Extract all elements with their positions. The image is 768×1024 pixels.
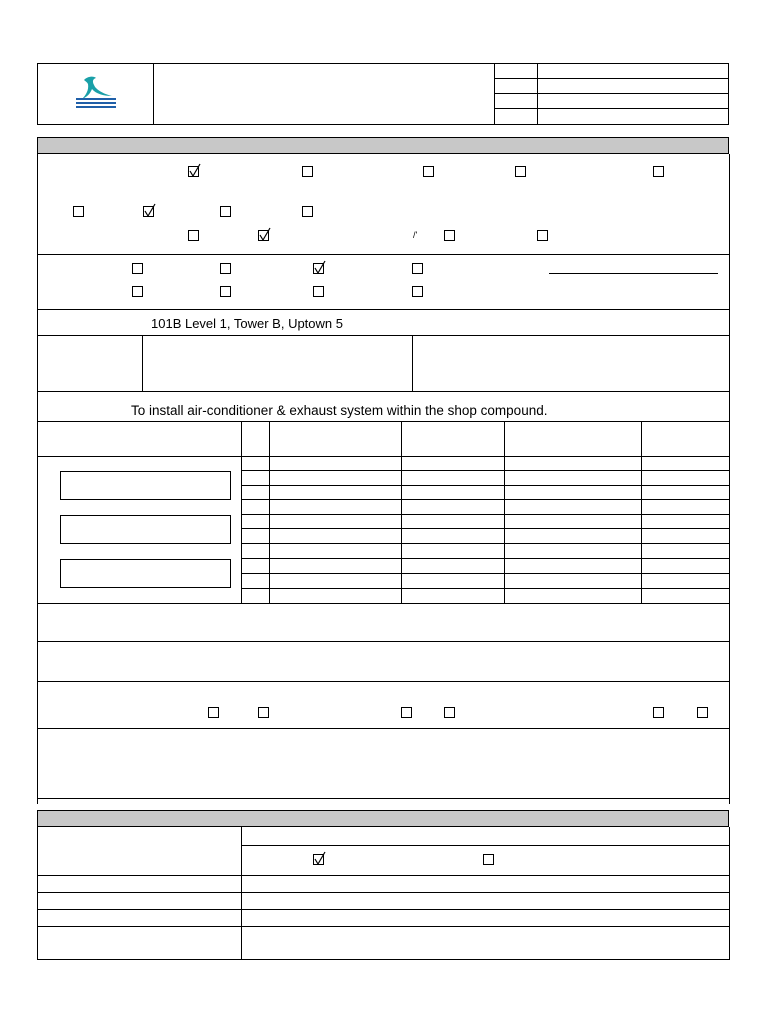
checkbox-r1-4[interactable] xyxy=(515,166,526,177)
checkbox-r6-2[interactable] xyxy=(258,707,269,718)
checkbox-r2-2[interactable] xyxy=(143,206,154,217)
header-block xyxy=(37,63,729,125)
checkbox-r2-4[interactable] xyxy=(302,206,313,217)
checkbox-r3-4[interactable] xyxy=(537,230,548,241)
checkbox-r1-3[interactable] xyxy=(423,166,434,177)
checkbox-r1-5[interactable] xyxy=(653,166,664,177)
section-band-top xyxy=(37,137,729,154)
table-label-box-1[interactable] xyxy=(60,471,231,500)
table-label-box-3[interactable] xyxy=(60,559,231,588)
checkbox-r4-4[interactable] xyxy=(412,263,423,274)
checkbox-r5-1[interactable] xyxy=(132,286,143,297)
checkbox-r5-2[interactable] xyxy=(220,286,231,297)
checkbox-r4-1[interactable] xyxy=(132,263,143,274)
checkbox-r6-5[interactable] xyxy=(653,707,664,718)
checkbox-r3-1[interactable] xyxy=(188,230,199,241)
section-band-bottom xyxy=(37,810,729,827)
underline-field[interactable] xyxy=(549,273,718,274)
checkbox-r4-3[interactable] xyxy=(313,263,324,274)
checkbox-r6-4[interactable] xyxy=(444,707,455,718)
checkbox-r6-6[interactable] xyxy=(697,707,708,718)
checkbox-r7-1[interactable] xyxy=(313,854,324,865)
company-logo-icon xyxy=(74,72,118,112)
checkbox-r7-2[interactable] xyxy=(483,854,494,865)
checkbox-r3-3[interactable] xyxy=(444,230,455,241)
checkbox-r1-1[interactable] xyxy=(188,166,199,177)
checkbox-r4-2[interactable] xyxy=(220,263,231,274)
checkbox-r6-3[interactable] xyxy=(401,707,412,718)
stray-mark: /' xyxy=(413,230,418,240)
checkbox-r6-1[interactable] xyxy=(208,707,219,718)
address-value: 101B Level 1, Tower B, Uptown 5 xyxy=(151,316,343,331)
checkbox-r2-1[interactable] xyxy=(73,206,84,217)
work-description: To install air-conditioner & exhaust system within the shop compound. xyxy=(131,403,548,418)
checkbox-r1-2[interactable] xyxy=(302,166,313,177)
checkbox-r5-3[interactable] xyxy=(313,286,324,297)
checkbox-r3-2[interactable] xyxy=(258,230,269,241)
checkbox-r5-4[interactable] xyxy=(412,286,423,297)
checkbox-r2-3[interactable] xyxy=(220,206,231,217)
table-label-box-2[interactable] xyxy=(60,515,231,544)
